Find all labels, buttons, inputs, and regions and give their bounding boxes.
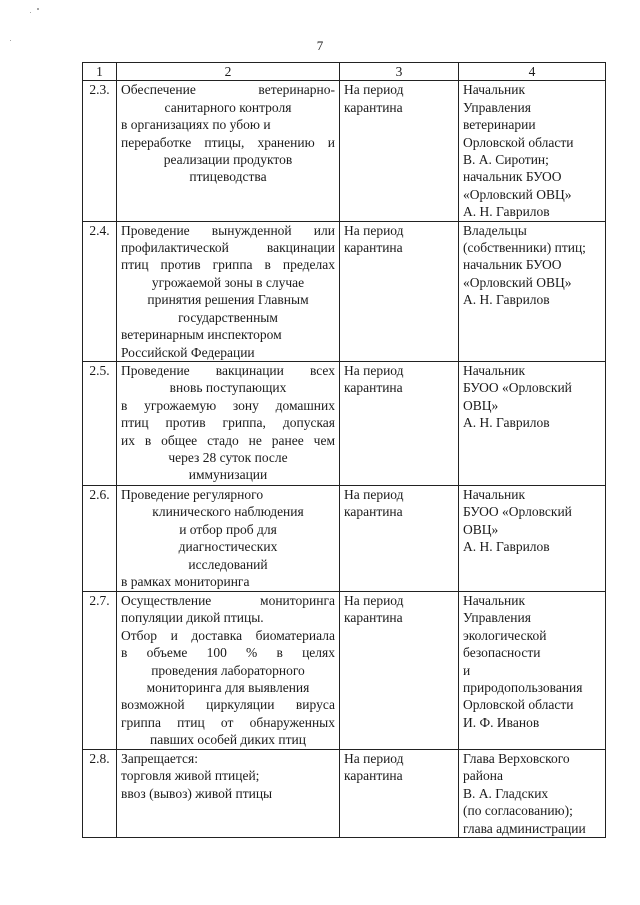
period-cell-line: На период: [344, 750, 404, 766]
scan-speck: [37, 8, 39, 10]
measure-cell: [117, 361, 340, 485]
measure-cell: [117, 591, 340, 749]
scan-speck: [30, 12, 31, 13]
responsible-cell-line: А. Н. Гаврилов: [463, 539, 550, 555]
responsible-cell-line: ОВЦ»: [463, 397, 499, 413]
measure-cell-line: Проведение вынужденной или: [121, 222, 335, 238]
period-cell: [340, 591, 459, 749]
row-number: 2.8.: [83, 749, 117, 837]
row-number: 2.4.: [83, 221, 117, 361]
responsible-cell-line: и: [463, 662, 471, 678]
measure-cell: [117, 221, 340, 361]
responsible-cell-line: природопользования: [463, 679, 583, 695]
measure-cell-line: иммунизации: [188, 467, 268, 483]
responsible-cell-line: Управления: [463, 610, 531, 626]
measure-cell-line: в организациях по убою и: [121, 117, 271, 133]
period-cell-line: На период: [344, 222, 404, 238]
responsible-cell-line: Управления: [463, 99, 531, 115]
responsible-cell: [459, 485, 606, 591]
responsible-cell-line: В. А. Гладских: [463, 785, 549, 801]
period-cell-line: карантина: [344, 610, 403, 626]
measures-table: [82, 62, 606, 838]
responsible-cell-line: ОВЦ»: [463, 521, 499, 537]
responsible-cell-line: Начальник: [463, 82, 526, 98]
responsible-cell-line: (собственники) птиц;: [463, 240, 586, 256]
period-cell-line: карантина: [344, 99, 403, 115]
responsible-cell-line: А. Н. Гаврилов: [463, 292, 550, 308]
measure-cell-line: и отбор проб для: [179, 521, 277, 537]
period-cell-line: На период: [344, 362, 404, 378]
measure-cell-line: мониторинга для выявления: [146, 679, 310, 695]
responsible-cell: [459, 361, 606, 485]
responsible-cell-line: района: [463, 768, 503, 784]
period-cell: [340, 749, 459, 837]
responsible-cell: [459, 591, 606, 749]
measure-cell: [117, 81, 340, 221]
period-cell: [340, 81, 459, 221]
responsible-cell-line: А. Н. Гаврилов: [463, 415, 550, 431]
table-row: [83, 221, 606, 361]
responsible-cell: [459, 221, 606, 361]
period-cell-line: карантина: [344, 504, 403, 520]
responsible-cell-line: Начальник: [463, 592, 526, 608]
measure-cell-line: проведения лабораторного: [151, 662, 305, 678]
measure-cell-line: переработке птицы, хранению и: [121, 134, 335, 150]
period-cell: [340, 221, 459, 361]
header-row: [83, 63, 606, 81]
measure-cell-line: Осуществление мониторинга: [121, 592, 335, 608]
responsible-cell: [459, 81, 606, 221]
responsible-cell-line: (по согласованию);: [463, 803, 573, 819]
responsible-cell-line: Начальник: [463, 362, 526, 378]
period-cell-line: На период: [344, 82, 404, 98]
measure-cell-line: в угрожаемую зону домашних: [121, 397, 335, 413]
measure-cell-line: государственным: [178, 309, 278, 325]
scan-speck: [10, 40, 11, 41]
measure-cell-line: исследований: [188, 556, 268, 572]
period-cell-line: На период: [344, 592, 404, 608]
measure-cell-line: через 28 суток после: [168, 449, 288, 465]
measure-cell-line: в рамках мониторинга: [121, 573, 250, 589]
measure-cell-line: торговля живой птицей;: [121, 768, 260, 784]
measure-cell-line: диагностических: [178, 539, 278, 555]
period-cell: [340, 485, 459, 591]
row-number: 2.6.: [83, 485, 117, 591]
measure-cell-line: клинического наблюдения: [152, 504, 304, 520]
row-number: 2.5.: [83, 361, 117, 485]
measure-cell-line: Запрещается:: [121, 750, 198, 766]
responsible-cell-line: Начальник: [463, 486, 526, 502]
responsible-cell-line: начальник БУОО: [463, 257, 562, 273]
table-row: [83, 485, 606, 591]
table-row: [83, 81, 606, 221]
responsible-cell-line: БУОО «Орловский: [463, 504, 572, 520]
measure-cell-line: Отбор и доставка биоматериала: [121, 627, 335, 643]
measure-cell-line: Обеспечение ветеринарно-: [121, 82, 335, 98]
header-col-4: 4: [459, 63, 606, 81]
measure-cell-line: вновь поступающих: [169, 380, 287, 396]
measure-cell-line: популяции дикой птицы.: [121, 610, 264, 626]
responsible-cell-line: «Орловский ОВЦ»: [463, 274, 572, 290]
header-col-1: 1: [83, 63, 117, 81]
measure-cell-line: профилактической вакцинации: [121, 240, 335, 256]
row-number: 2.3.: [83, 81, 117, 221]
measure-cell-line: птицеводства: [189, 169, 267, 185]
responsible-cell-line: БУОО «Орловский: [463, 380, 572, 396]
responsible-cell-line: начальник БУОО: [463, 169, 562, 185]
responsible-cell-line: И. Ф. Иванов: [463, 714, 540, 730]
measure-cell-line: реализации продуктов: [163, 152, 293, 168]
measure-cell-line: угрожаемой зоны в случае: [151, 274, 305, 290]
header-col-3: 3: [340, 63, 459, 81]
responsible-cell-line: глава администрации: [463, 820, 586, 836]
measure-cell-line: Проведение вакцинации всех: [121, 362, 335, 378]
responsible-cell-line: Орловской области: [463, 697, 574, 713]
responsible-cell-line: ветеринарии: [463, 117, 536, 133]
measure-cell-line: птиц против гриппа, допуская: [121, 415, 335, 431]
measure-cell-line: возможной циркуляции вируса: [121, 697, 335, 713]
responsible-cell-line: Орловской области: [463, 134, 574, 150]
period-cell-line: карантина: [344, 768, 403, 784]
responsible-cell-line: Владельцы: [463, 222, 527, 238]
period-cell-line: карантина: [344, 240, 403, 256]
period-cell: [340, 361, 459, 485]
measure-cell-line: Российской Федерации: [121, 344, 255, 360]
responsible-cell-line: Глава Верховского: [463, 750, 570, 766]
responsible-cell: [459, 749, 606, 837]
measure-cell: [117, 749, 340, 837]
measure-cell-line: птиц против гриппа в пределах: [121, 257, 335, 273]
measure-cell-line: санитарного контроля: [164, 99, 292, 115]
measure-cell-line: Проведение регулярного: [121, 486, 264, 502]
measure-cell-line: ввоз (вывоз) живой птицы: [121, 785, 273, 801]
page-number: 7: [316, 38, 324, 53]
table-row: [83, 361, 606, 485]
measure-cell-line: в объеме 100 % в целях: [121, 645, 335, 661]
measure-cell-line: павших особей диких птиц: [149, 732, 307, 748]
table-row: [83, 591, 606, 749]
table-row: [83, 749, 606, 837]
period-cell-line: карантина: [344, 380, 403, 396]
responsible-cell-line: безопасности: [463, 645, 541, 661]
responsible-cell-line: экологической: [463, 627, 547, 643]
measure-cell: [117, 485, 340, 591]
responsible-cell-line: «Орловский ОВЦ»: [463, 186, 572, 202]
row-number: 2.7.: [83, 591, 117, 749]
measure-cell-line: их в общее стадо не ранее чем: [121, 432, 335, 448]
measure-cell-line: гриппа птиц от обнаруженных: [121, 714, 335, 730]
responsible-cell-line: А. Н. Гаврилов: [463, 204, 550, 220]
responsible-cell-line: В. А. Сиротин;: [463, 152, 549, 168]
header-col-2: 2: [117, 63, 340, 81]
period-cell-line: На период: [344, 486, 404, 502]
measure-cell-line: ветеринарным инспектором: [121, 327, 282, 343]
measure-cell-line: принятия решения Главным: [147, 292, 309, 308]
